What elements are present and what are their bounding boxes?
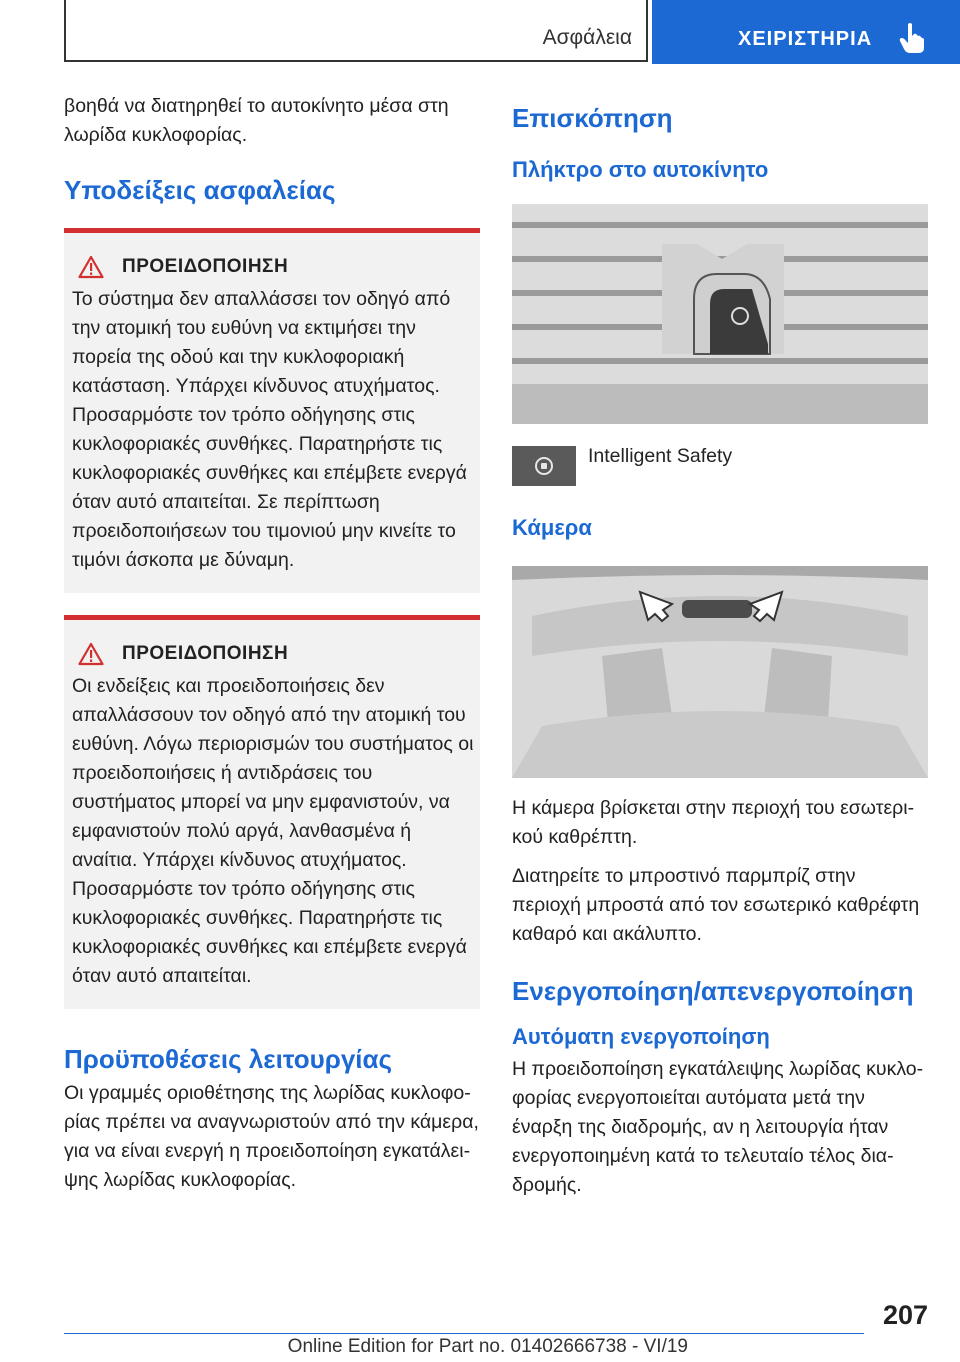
warning-text: Οι ενδείξεις και προειδοποιήσεις δεν απαλλάσσουν τον οδηγό από την ατομική του ευθύνη. Λόγω περιορισμών του συστήματος οι προειδοποιήσεις ή αντιδράσεις του συστήματος μπορεί να μην εμφανιστούν, να εμφανιστούν πολύ αργά, λανθασμένα ή αναίτια. Υπάρχει κίνδυνος ατυχήματος. Προσαρμόστε τον τρόπο οδήγησης στις κυκλοφοριακές συνθήκες. Παρατηρήστε τις κυκλοφοριακές συνθήκες και επέμβετε ενεργά όταν αυτό απαιτείται. — [72, 675, 474, 987]
camera-photo — [512, 566, 928, 778]
tab-label: ΧΕΙΡΙΣΤΗΡΙΑ — [738, 28, 873, 50]
tab-controls[interactable] — [652, 0, 960, 64]
prerequisites-heading: Προϋποθέσεις λειτουργίας — [64, 1044, 393, 1074]
button-heading: Πλήκτρο στο αυτοκίνητο — [512, 157, 769, 182]
warning-triangle-icon — [78, 255, 104, 279]
auto-activation-heading: Αυτόματη ενεργοποίηση — [512, 1024, 770, 1049]
intelligent-safety-icon — [512, 446, 576, 486]
warning-title: ΠΡΟΕΙΔΟΠΟΙΗΣΗ — [122, 256, 289, 277]
button-photo — [512, 204, 928, 424]
left-column — [64, 92, 480, 1195]
right-column — [512, 92, 928, 1200]
prerequisites-text: Οι γραμμές οριοθέτησης της λωρίδας κυκλοφορίας πρέπει να αναγνωριστούν από την κάμερα, για να είναι ενεργή η προειδοποίηση εγκατάλειψης λωρίδας κυκλοφορίας. — [64, 1082, 479, 1191]
auto-activation-text: Η προειδοποίηση εγκατάλειψης λωρίδας κυκλοφορίας ενεργοποιείται αυτόματα μετά την έναρξη της διαδρομής, αν η λειτουργία ήταν ενεργοποιημένη κατά το τελευταίο τέλος διαδρομής. — [512, 1058, 924, 1196]
edition-text: Online Edition for Part no. 01402666738 - VI/19 — [287, 1336, 688, 1357]
camera-heading: Κάμερα — [512, 515, 592, 540]
warning-box-1 — [64, 228, 480, 593]
header-frame — [64, 0, 648, 62]
footer-divider — [64, 1333, 864, 1334]
safety-heading: Υποδείξεις ασφαλείας — [64, 175, 336, 205]
hand-pointer-icon — [898, 22, 926, 54]
intelligent-safety-label: Intelligent Safety — [588, 445, 733, 467]
activation-heading: Ενεργοποίηση/απενεργοποίηση — [512, 976, 914, 1006]
warning-box-2 — [64, 615, 480, 1009]
warning-triangle-icon — [78, 642, 104, 666]
intro-text: βοηθά να διατηρηθεί το αυτοκίνητο μέσα στη λωρίδα κυκλοφορίας. — [64, 95, 449, 146]
overview-heading: Επισκόπηση — [512, 103, 673, 133]
camera-text-1: Η κάμερα βρίσκεται στην περιοχή του εσωτερικού καθρέπτη. — [512, 797, 915, 848]
section-title: Ασφάλεια — [542, 26, 632, 49]
page-number: 207 — [882, 1300, 928, 1330]
camera-text-2: Διατηρείτε το μπροστινό παρμπρίζ στην περιοχή μπροστά από τον εσωτερικό καθρέφτη καθαρό και ακάλυπτο. — [512, 865, 920, 945]
warning-title: ΠΡΟΕΙΔΟΠΟΙΗΣΗ — [122, 643, 289, 664]
warning-text: Το σύστημα δεν απαλλάσσει τον οδηγό από την ατομική του ευθύνη να εκτιμήσει την πορεία της οδού και την κυκλοφοριακή κατάσταση. Υπάρχει κίνδυνος ατυχήματος. Προσαρμόστε τον τρόπο οδήγησης στις κυκλοφοριακές συνθήκες. Παρατηρήστε τις κυκλοφοριακές συνθήκες και επέμβετε ενεργά όταν αυτό απαιτείται. Σε περίπτωση προειδοποιήσεων του τιμονιού μην κινείτε το τιμόνι άσκοπα με δύναμη. — [72, 288, 467, 571]
